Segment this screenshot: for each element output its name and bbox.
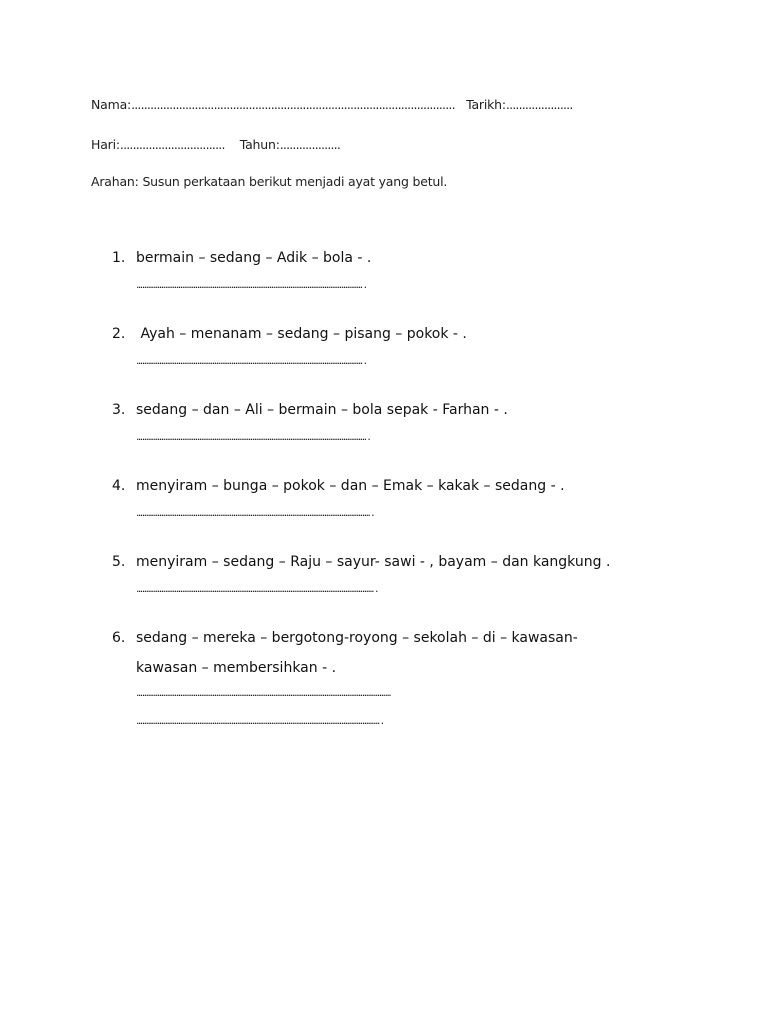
nama-label: Nama: bbox=[91, 97, 132, 112]
hari-blank[interactable]: ................................. bbox=[119, 137, 225, 152]
answer-line-1[interactable]: ....................................................................................................................... . bbox=[136, 278, 366, 291]
question-number: 4. bbox=[112, 478, 126, 494]
question-3 bbox=[112, 402, 508, 418]
answer-line-6b[interactable]: ................................................................................................................................ . bbox=[136, 714, 383, 727]
question-text: bermain – sedang – Adik – bola - . bbox=[136, 250, 372, 266]
question-number: 1. bbox=[112, 250, 126, 266]
question-1 bbox=[112, 250, 371, 266]
question-4 bbox=[112, 478, 565, 494]
tahun-blank[interactable]: ................... bbox=[279, 137, 341, 152]
answer-line-4[interactable]: ........................................................................................................................... . bbox=[136, 506, 374, 519]
tarikh-label: Tarikh: bbox=[466, 97, 506, 112]
hari-tahun-row bbox=[91, 137, 340, 152]
question-text: menyiram – sedang – Raju – sayur- sawi - , bayam – dan kangkung . bbox=[136, 554, 611, 570]
question-text: Ayah – menanam – sedang – pisang – pokok - . bbox=[136, 326, 467, 342]
answer-line-5[interactable]: ............................................................................................................................. . bbox=[136, 582, 377, 595]
question-text: menyiram – bunga – pokok – dan – Emak – kakak – sedang - . bbox=[136, 478, 565, 494]
question-6 bbox=[112, 630, 578, 646]
arahan-text: Susun perkataan berikut menjadi ayat yang betul. bbox=[138, 174, 448, 189]
hari-label: Hari: bbox=[91, 137, 120, 152]
arahan-row bbox=[91, 174, 447, 189]
question-number: 3. bbox=[112, 402, 126, 418]
answer-line-6a[interactable]: ...................................................................................................................................... bbox=[136, 686, 391, 699]
question-2 bbox=[112, 326, 467, 342]
question-5 bbox=[112, 554, 610, 570]
answer-line-3[interactable]: ......................................................................................................................... . bbox=[136, 430, 370, 443]
question-text: sedang – mereka – bergotong-royong – sekolah – di – kawasan- bbox=[136, 630, 578, 646]
tarikh-blank[interactable]: ..................... bbox=[505, 97, 573, 112]
nama-tarikh-row bbox=[91, 97, 573, 112]
question-number: 6. bbox=[112, 630, 126, 646]
arahan-label: Arahan: bbox=[91, 174, 139, 189]
question-number: 5. bbox=[112, 554, 126, 570]
question-text: sedang – dan – Ali – bermain – bola sepak - Farhan - . bbox=[136, 402, 508, 418]
nama-blank[interactable]: ...................................................................................................... bbox=[131, 97, 455, 112]
question-number: 2. bbox=[112, 326, 126, 342]
question-6-line-2: kawasan – membersihkan - . bbox=[136, 660, 337, 676]
answer-line-2[interactable]: ....................................................................................................................... . bbox=[136, 354, 366, 367]
tahun-label: Tahun: bbox=[239, 137, 280, 152]
